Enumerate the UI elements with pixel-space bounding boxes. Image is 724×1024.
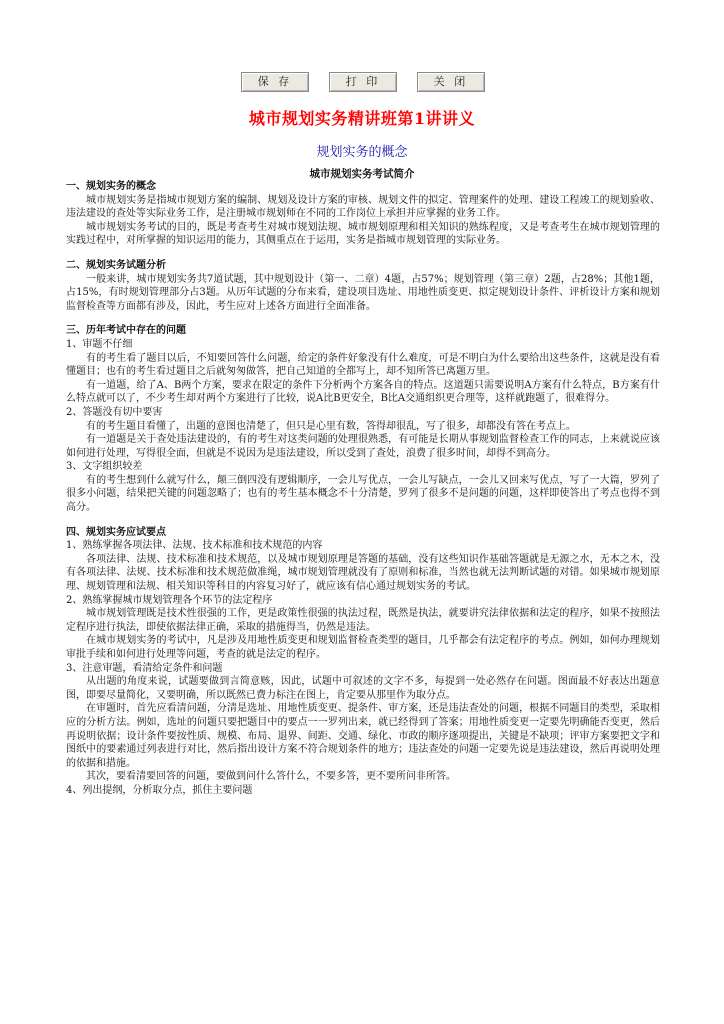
paragraph: 在城市规划实务的考试中，凡是涉及用地性质变更和规划监督检查类型的题目，几乎都会有法定程序的考点。例如，如何办理规划审批手续和如何进行处理等问题，考查的就是法定的程序。 <box>66 635 660 660</box>
toolbar <box>0 72 724 92</box>
save-button[interactable]: 保 存 <box>241 72 309 92</box>
heading-3: 三、历年考试中存在的问题 <box>66 325 186 337</box>
item-label: 4、列出提纲，分析取分点，抓住主要问题 <box>66 784 253 796</box>
paragraph: 在审题时，首先应看清问题，分清是选址、用地性质变更、提条件、审方案，还是违法查处的问题，根据不同题目的类型，采取相应的分析方法。例如，选址的问题只要把题目中的要点一一罗列出来，就已经得到了答案；用地性质变更一定要先明确能否变更，然后再说明依据；设计条件要按性质、规模、布局、退界、间距、交通、绿化、市政的顺序逐项提出，关键是不缺项；评审方案要把文字和图纸中的要素通过列表进行对比，然后指出设计方案不符合规划条件的地方；违法查处的问题一定要先说是违法建设，然后再说明处理的依据和措施。 <box>66 703 660 769</box>
item-label: 3、文字组织较差 <box>66 461 143 473</box>
paragraph: 城市规划实务考试的目的，既是考查考生对城市规划法规、城市规划原理和相关知识的熟练程度，又是考查考生在城市规划管理的实践过程中，对所掌握的知识运用的能力，其侧重点在于运用，实务是指城市规划管理的实际业务。 <box>66 221 660 247</box>
item-label: 2、熟练掌握城市规划管理各个环节的法定程序 <box>66 594 273 606</box>
paragraph: 有一道题，给了A、B两个方案，要求在限定的条件下分析两个方案各自的特点。这道题只需要说明A方案有什么特点，B方案有什么特点就可以了，不少考生却对两个方案进行了比较，说A比B更安全，B比A交通组织更合理等，这样就跑题了，很难得分。 <box>66 379 660 405</box>
paragraph: 有的考生想到什么就写什么，颠三倒四没有逻辑顺序，一会儿写优点，一会儿写缺点，一会儿又回来写优点，写了一大篇，罗列了很多小问题，结果把关键的问题忽略了；也有的考生基本概念不十分清楚，罗列了很多不是问题的问题，这样即使答出了考点也得不到高分。 <box>66 474 660 514</box>
paragraph: 一般来讲，城市规划实务共7道试题，其中规划设计（第一、二章）4题，占57%；规划管理（第三章）2题，占28%；其他1题，占15%，有时规划管理部分占3题。从历年试题的分布来看，建设项目选址、用地性质变更、拟定规划设计条件、评析设计方案和规划监督检查等方面都有涉及，因此，考生应对上述各方面进行全面准备。 <box>66 273 660 312</box>
item-label: 3、注意审题，看清给定条件和问题 <box>66 662 223 674</box>
close-button[interactable]: 关 闭 <box>417 72 485 92</box>
item-label: 1、熟练掌握各项法律、法规、技术标准和技术规范的内容 <box>66 540 323 552</box>
document-body <box>66 180 660 798</box>
paragraph: 城市规划实务是指城市规划方案的编制、规划及设计方案的审核、规划文件的拟定、管理案件的处理、建设工程竣工的规划验收、违法建设的查处等实际业务工作，是注册城市规划师在不同的工作岗位上承担并应掌握的业务工作。 <box>66 194 660 220</box>
paragraph: 城市规划管理既是技术性很强的工作，更是政策性很强的执法过程，既然是执法，就要讲究法律依据和法定的程序，如果不按照法定程序进行执法，即使依据法律正确，采取的措施得当，仍然是违法。 <box>66 608 660 633</box>
paragraph: 有的考生看了题目以后，不知要回答什么问题，给定的条件好象没有什么难度，可是不明白为什么要给出这些条件，这就是没有看懂题目；也有的考生看过题目之后就匆匆做答，把自己知道的全都写上，却不知所答已离题万里。 <box>66 352 660 378</box>
section-title: 城市规划实务考试简介 <box>309 168 415 180</box>
heading-2: 二、规划实务试题分析 <box>66 259 166 271</box>
document-title: 城市规划实务精讲班第1讲讲义 <box>248 109 476 128</box>
print-button[interactable]: 打 印 <box>329 72 397 92</box>
item-label: 2、答题没有切中要害 <box>66 406 163 418</box>
paragraph: 从出题的角度来说，试题要做到言简意赅，因此，试题中可叙述的文字不多，每提到一处必然存在问题。图面最不好表达出题意图，即要尽量简化，又要明确，所以既然已费力标注在图上，肯定要从那里作为取分点。 <box>66 676 660 701</box>
paragraph: 各项法律、法规、技术标准和技术规范，以及城市规划原理是答题的基础，没有这些知识作基础答题就是无源之水，无本之木，没有各项法律、法规、技术标准和技术规范做准绳，城市规划管理就没有了原则和标准，当然也就无法判断试题的对错。如果城市规划原理、规划管理和法规、相关知识等科目的内容复习好了，就应该有信心通过规划实务的考试。 <box>66 553 660 593</box>
paragraph: 有一道题是关于查处违法建设的，有的考生对这类问题的处理很熟悉，有可能是长期从事规划监督检查工作的同志，上来就说应该如何进行处理，写得很全面，但就是不说因为是违法建设，所以受到了查处，浪费了很多时间，却得不到高分。 <box>66 434 660 459</box>
heading-4: 四、规划实务应试要点 <box>66 526 166 538</box>
document-subtitle: 规划实务的概念 <box>316 145 408 160</box>
item-label: 1、审题不仔细 <box>66 338 133 350</box>
heading-1: 一、规划实务的概念 <box>66 181 156 192</box>
paragraph: 其次，要看清要回答的问题，要做到问什么答什么，不要多答，更不要所问非所答。 <box>86 771 456 783</box>
paragraph: 有的考生题目看懂了，出题的意图也清楚了，但只是心里有数，答得却很乱，写了很多，却都没有答在考点上。 <box>86 420 576 432</box>
